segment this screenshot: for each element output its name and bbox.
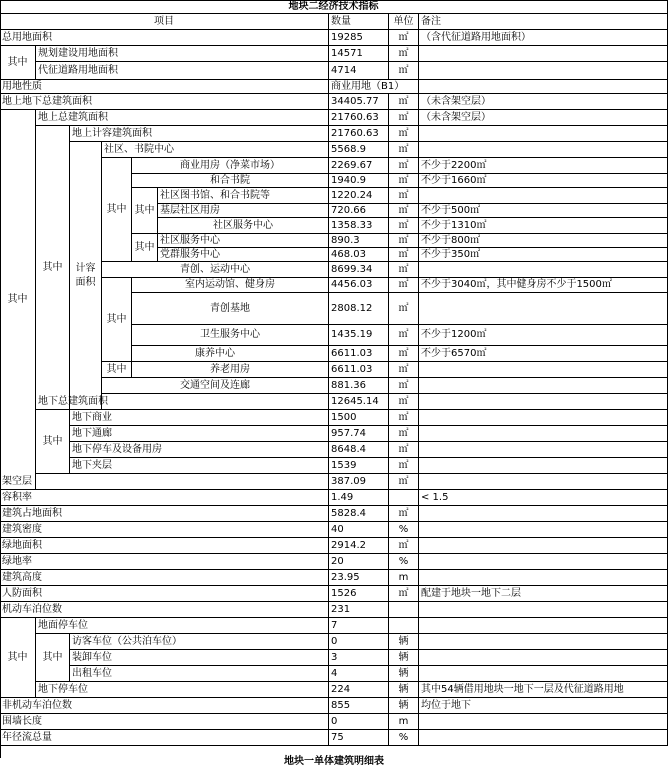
note-cell: 不少于1310㎡ — [419, 218, 668, 234]
value-cell: 6611.03 — [329, 362, 389, 378]
value-cell: 890.3 — [329, 234, 389, 248]
qizhong-label: 其中 — [102, 158, 132, 262]
item-label: 社区服务中心 — [158, 234, 329, 248]
qizhong-label: 其中 — [0, 618, 36, 698]
note-cell — [419, 362, 668, 378]
value-cell: 4 — [329, 666, 389, 682]
note-cell: 不少于1200㎡ — [419, 325, 668, 346]
note-cell: 其中54辆借用地块一地下一层及代征道路用地 — [419, 682, 668, 698]
value-cell: 5828.4 — [329, 506, 389, 522]
unit-cell: ㎡ — [389, 293, 419, 325]
note-cell: （未含架空层） — [419, 110, 668, 126]
note-cell — [419, 62, 668, 80]
qizhong-label: 其中 — [0, 110, 36, 490]
value-cell: 6611.03 — [329, 346, 389, 362]
note-cell — [419, 730, 668, 746]
note-cell — [419, 293, 668, 325]
item-label: 卫生服务中心 — [132, 325, 329, 346]
unit-cell: ㎡ — [389, 442, 419, 458]
value-cell: 1220.24 — [329, 188, 389, 204]
item-label: 用地性质 — [0, 80, 329, 94]
unit-cell: 辆 — [389, 634, 419, 650]
value-cell: 商业用地（B1） — [329, 80, 419, 94]
unit-cell: % — [389, 522, 419, 538]
note-cell — [419, 442, 668, 458]
unit-cell: ㎡ — [389, 46, 419, 62]
item-label: 地上总建筑面积 — [36, 110, 329, 126]
value-cell: 2914.2 — [329, 538, 389, 554]
value-cell: 4456.03 — [329, 278, 389, 293]
qizhong-label: 其中 — [102, 278, 132, 362]
unit-cell: ㎡ — [389, 262, 419, 278]
note-cell — [419, 410, 668, 426]
item-label: 社区服务中心 — [158, 218, 329, 234]
qizhong-label: 其中 — [36, 410, 70, 474]
item-label: 架空层 — [0, 474, 329, 490]
item-label: 年径流总量 — [0, 730, 329, 746]
unit-cell: m — [389, 714, 419, 730]
note-cell: 不少于800㎡ — [419, 234, 668, 248]
unit-cell: 辆 — [389, 698, 419, 714]
header-unit: 单位 — [389, 14, 419, 30]
value-cell: 21760.63 — [329, 110, 389, 126]
note-cell — [419, 618, 668, 634]
value-cell: 720.66 — [329, 204, 389, 218]
note-cell — [419, 394, 668, 410]
value-cell: 0 — [329, 714, 389, 730]
value-cell: 1500 — [329, 410, 389, 426]
value-cell: 12645.14 — [329, 394, 389, 410]
item-label: 容积率 — [0, 490, 329, 506]
unit-cell: ㎡ — [389, 234, 419, 248]
unit-cell: 辆 — [389, 666, 419, 682]
value-cell: 23.95 — [329, 570, 389, 586]
item-label: 建筑高度 — [0, 570, 329, 586]
item-label: 交通空间及连廊 — [102, 378, 329, 394]
unit-cell: ㎡ — [389, 110, 419, 126]
value-cell: 40 — [329, 522, 389, 538]
unit-cell — [389, 618, 419, 634]
qizhong-label: 其中 — [132, 234, 158, 262]
value-cell: 5568.9 — [329, 142, 389, 158]
value-cell: 21760.63 — [329, 126, 389, 142]
item-label: 养老用房 — [132, 362, 329, 378]
item-label: 规划建设用地面积 — [36, 46, 329, 62]
item-label: 访客车位（公共泊车位） — [70, 634, 329, 650]
value-cell: 8699.34 — [329, 262, 389, 278]
value-cell: 855 — [329, 698, 389, 714]
note-cell: 均位于地下 — [419, 698, 668, 714]
item-label: 地下停车及设备用房 — [70, 442, 329, 458]
item-label: 人防面积 — [0, 586, 329, 602]
value-cell: 20 — [329, 554, 389, 570]
item-label: 地下夹层 — [70, 458, 329, 474]
unit-cell: % — [389, 730, 419, 746]
value-cell: 2808.12 — [329, 293, 389, 325]
value-cell: 2269.67 — [329, 158, 389, 174]
unit-cell — [389, 602, 419, 618]
item-label: 商业用房（净菜市场） — [132, 158, 329, 174]
note-cell: < 1.5 — [419, 490, 668, 506]
note-cell: （未含架空层） — [419, 94, 668, 110]
item-label: 出租车位 — [70, 666, 329, 682]
unit-cell: % — [389, 554, 419, 570]
note-cell — [419, 714, 668, 730]
note-cell — [419, 506, 668, 522]
item-label: 代征道路用地面积 — [36, 62, 329, 80]
unit-cell: ㎡ — [389, 248, 419, 262]
unit-cell: 辆 — [389, 650, 419, 666]
unit-cell: ㎡ — [389, 62, 419, 80]
value-cell: 881.36 — [329, 378, 389, 394]
item-label: 绿地面积 — [0, 538, 329, 554]
note-cell — [419, 474, 668, 490]
value-cell: 224 — [329, 682, 389, 698]
note-cell — [419, 378, 668, 394]
item-label: 建筑密度 — [0, 522, 329, 538]
far-area-label: 计容 面积 — [70, 142, 102, 410]
unit-cell: ㎡ — [389, 394, 419, 410]
unit-cell: ㎡ — [389, 538, 419, 554]
item-label: 室内运动馆、健身房 — [132, 278, 329, 293]
note-cell — [419, 126, 668, 142]
unit-cell: ㎡ — [389, 30, 419, 46]
value-cell: 3 — [329, 650, 389, 666]
note-cell — [419, 188, 668, 204]
note-cell — [419, 458, 668, 474]
qizhong-label: 其中 — [0, 46, 36, 80]
item-label: 地下总建筑面积 — [36, 394, 329, 410]
item-label: 建筑占地面积 — [0, 506, 329, 522]
item-label: 地下商业 — [70, 410, 329, 426]
item-label: 地下停车位 — [36, 682, 329, 698]
note-cell: 不少于1660㎡ — [419, 174, 668, 188]
value-cell: 1539 — [329, 458, 389, 474]
unit-cell: ㎡ — [389, 174, 419, 188]
header-qty: 数量 — [329, 14, 389, 30]
item-label: 地上计容建筑面积 — [70, 126, 329, 142]
unit-cell: ㎡ — [389, 204, 419, 218]
note-cell — [419, 538, 668, 554]
unit-cell: 辆 — [389, 682, 419, 698]
item-label: 社区图书馆、和合书院等 — [158, 188, 329, 204]
value-cell: 957.74 — [329, 426, 389, 442]
note-cell: 不少于350㎡ — [419, 248, 668, 262]
qizhong-label: 其中 — [132, 188, 158, 234]
value-cell: 4714 — [329, 62, 389, 80]
unit-cell: ㎡ — [389, 474, 419, 490]
note-cell — [419, 80, 668, 94]
unit-cell: m — [389, 570, 419, 586]
unit-cell: ㎡ — [389, 188, 419, 204]
value-cell: 19285 — [329, 30, 389, 46]
unit-cell: ㎡ — [389, 94, 419, 110]
item-label: 地下通廊 — [70, 426, 329, 442]
item-label: 围墙长度 — [0, 714, 329, 730]
item-label: 装卸车位 — [70, 650, 329, 666]
note-cell — [419, 522, 668, 538]
note-cell — [419, 426, 668, 442]
value-cell: 231 — [329, 602, 389, 618]
item-label: 和合书院 — [132, 174, 329, 188]
item-label: 地面停车位 — [36, 618, 329, 634]
item-label: 机动车泊位数 — [0, 602, 329, 618]
note-cell: 不少于500㎡ — [419, 204, 668, 218]
unit-cell: ㎡ — [389, 378, 419, 394]
unit-cell: ㎡ — [389, 142, 419, 158]
value-cell: 1435.19 — [329, 325, 389, 346]
header-note: 备注 — [419, 14, 668, 30]
item-label: 总用地面积 — [0, 30, 329, 46]
note-cell — [419, 262, 668, 278]
value-cell: 468.03 — [329, 248, 389, 262]
unit-cell: ㎡ — [389, 458, 419, 474]
value-cell: 0 — [329, 634, 389, 650]
note-cell: 不少于2200㎡ — [419, 158, 668, 174]
note-cell — [419, 554, 668, 570]
qizhong-label: 其中 — [36, 126, 70, 410]
qizhong-label: 其中 — [102, 362, 132, 378]
value-cell: 34405.77 — [329, 94, 389, 110]
value-cell: 1940.9 — [329, 174, 389, 188]
note-cell — [419, 602, 668, 618]
value-cell: 1358.33 — [329, 218, 389, 234]
value-cell: 1.49 — [329, 490, 389, 506]
unit-cell: ㎡ — [389, 426, 419, 442]
item-label: 党群服务中心 — [158, 248, 329, 262]
item-label: 青创、运动中心 — [102, 262, 329, 278]
unit-cell: ㎡ — [389, 506, 419, 522]
unit-cell: ㎡ — [389, 346, 419, 362]
note-cell — [419, 634, 668, 650]
table-title: 地块二经济技术指标 — [0, 0, 668, 14]
item-label: 非机动车泊位数 — [0, 698, 329, 714]
unit-cell: ㎡ — [389, 126, 419, 142]
value-cell: 7 — [329, 618, 389, 634]
item-label: 基层社区用房 — [158, 204, 329, 218]
header-item: 项目 — [0, 14, 329, 30]
value-cell: 75 — [329, 730, 389, 746]
unit-cell: ㎡ — [389, 586, 419, 602]
item-label: 社区、书院中心 — [102, 142, 329, 158]
note-cell — [419, 142, 668, 158]
note-cell — [419, 666, 668, 682]
note-cell: 配建于地块一地下二层 — [419, 586, 668, 602]
item-label: 地上地下总建筑面积 — [0, 94, 329, 110]
note-cell — [419, 650, 668, 666]
item-label: 绿地率 — [0, 554, 329, 570]
note-cell: 不少于3040㎡，其中健身房不少于1500㎡ — [419, 278, 668, 293]
note-cell — [419, 46, 668, 62]
qizhong-label: 其中 — [36, 634, 70, 682]
note-cell — [419, 570, 668, 586]
unit-cell: ㎡ — [389, 158, 419, 174]
item-label: 青创基地 — [132, 293, 329, 325]
unit-cell: ㎡ — [389, 218, 419, 234]
unit-cell: ㎡ — [389, 410, 419, 426]
next-table-caption: 地块一单体建筑明细表 — [284, 756, 384, 767]
unit-cell: ㎡ — [389, 325, 419, 346]
item-label: 康养中心 — [102, 346, 329, 362]
value-cell: 1526 — [329, 586, 389, 602]
value-cell: 387.09 — [329, 474, 389, 490]
value-cell: 14571 — [329, 46, 389, 62]
unit-cell: ㎡ — [389, 362, 419, 378]
value-cell: 8648.4 — [329, 442, 389, 458]
unit-cell: ㎡ — [389, 278, 419, 293]
unit-cell — [389, 490, 419, 506]
note-cell: 不少于6570㎡ — [419, 346, 668, 362]
note-cell: （含代征道路用地面积） — [419, 30, 668, 46]
